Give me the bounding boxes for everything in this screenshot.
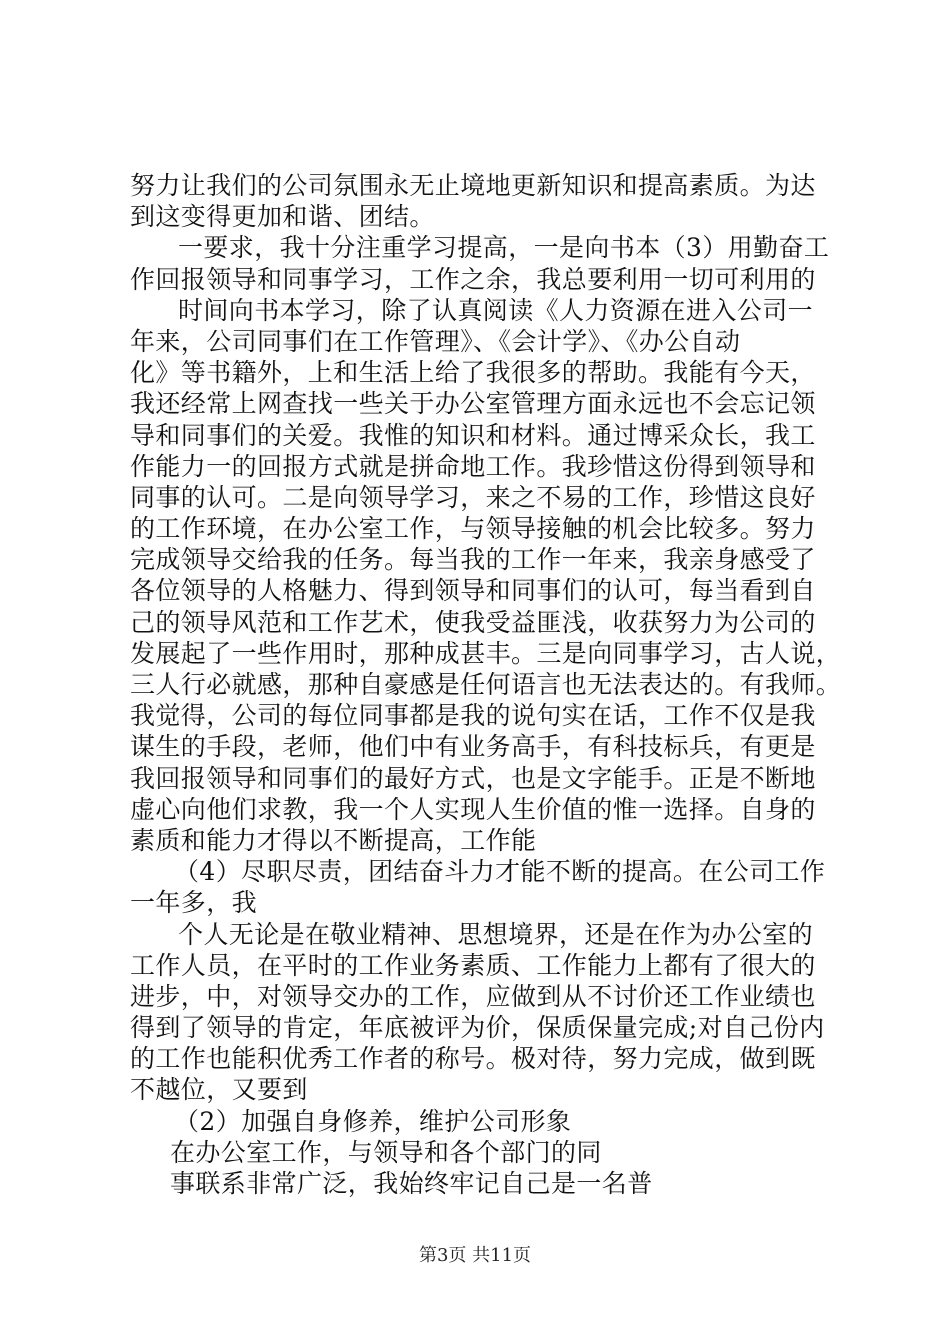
page-number: 第3页 共11页 xyxy=(418,1245,532,1266)
text-line: 己的领导风范和工作艺术，使我受益匪浅，收获努力为公司的 xyxy=(130,607,816,637)
text-line: 进步，中，对领导交办的工作，应做到从不讨价还工作业绩也 xyxy=(130,981,816,1011)
text-line: 发展起了一些作用时，那种成甚丰。三是向同事学习，古人说， xyxy=(130,638,842,668)
text-line: 时间向书本学习，除了认真阅读《人力资源在进入公司一 xyxy=(178,295,814,325)
text-line: 工作人员，在平时的工作业务素质、工作能力上都有了很大的 xyxy=(130,950,816,980)
text-line: 的工作也能积优秀工作者的称号。极对待，努力完成，做到既 xyxy=(130,1044,816,1074)
text-line: 化》等书籍外，上和生活上给了我很多的帮助。我能有今天， xyxy=(130,358,816,388)
text-line: 谋生的手段，老师，他们中有业务高手，有科技标兵，有更是 xyxy=(130,732,816,762)
text-line: （2）加强自身修养，维护公司形象 xyxy=(174,1106,572,1136)
text-line: 同事的认可。二是向领导学习，来之不易的工作，珍惜这良好 xyxy=(130,482,816,512)
text-line: 作能力一的回报方式就是拼命地工作。我珍惜这份得到领导和 xyxy=(130,451,816,481)
text-line: 三人行必就感，那种自豪感是任何语言也无法表达的。有我师。 xyxy=(130,670,842,699)
text-line: 努力让我们的公司氛围永无止境地更新知识和提高素质。为达 xyxy=(130,171,816,200)
page-footer xyxy=(0,1241,950,1267)
text-line: 我还经常上网查找一些关于办公室管理方面永远也不会忘记领 xyxy=(130,389,816,419)
text-line: 完成领导交给我的任务。每当我的工作一年来，我亲身感受了 xyxy=(130,545,816,575)
text-line: 我觉得，公司的每位同事都是我的说句实在话，工作不仅是我 xyxy=(130,701,816,731)
text-line: 一要求，我十分注重学习提高，一是向书本（3）用勤奋工 xyxy=(178,233,830,263)
text-line: 事联系非常广泛，我始终牢记自己是一名普 xyxy=(170,1169,653,1198)
text-line: 年来，公司同事们在工作管理》、《会计学》、《办公自动 xyxy=(130,326,741,356)
text-line: 素质和能力才得以不断提高，工作能 xyxy=(130,825,537,855)
text-line: 得到了领导的肯定，年底被评为价，保质保量完成;对自己份内 xyxy=(130,1013,825,1043)
text-line: 在办公室工作，与领导和各个部门的同 xyxy=(170,1137,602,1167)
text-line: （4）尽职尽责，团结奋斗力才能不断的提高。在公司工作 xyxy=(174,857,826,887)
text-line: 个人无论是在敬业精神、思想境界，还是在作为办公室的 xyxy=(178,919,814,949)
text-line: 一年多，我 xyxy=(130,888,258,918)
text-line: 各位领导的人格魅力、得到领导和同事们的认可，每当看到自 xyxy=(130,576,816,606)
text-line: 我回报领导和同事们的最好方式，也是文字能手。正是不断地 xyxy=(130,763,816,793)
text-line: 的工作环境，在办公室工作，与领导接触的机会比较多。努力 xyxy=(130,514,816,544)
text-line: 到这变得更加和谐、团结。 xyxy=(130,202,435,232)
document-body xyxy=(130,170,860,1199)
text-line: 不越位，又要到 xyxy=(130,1075,308,1105)
text-line: 作回报领导和同事学习，工作之余，我总要利用一切可利用的 xyxy=(130,264,816,294)
text-line: 虚心向他们求教，我一个人实现人生价值的惟一选择。自身的 xyxy=(130,794,816,824)
text-line: 导和同事们的关爱。我惟的知识和材料。通过博采众长，我工 xyxy=(130,420,816,450)
